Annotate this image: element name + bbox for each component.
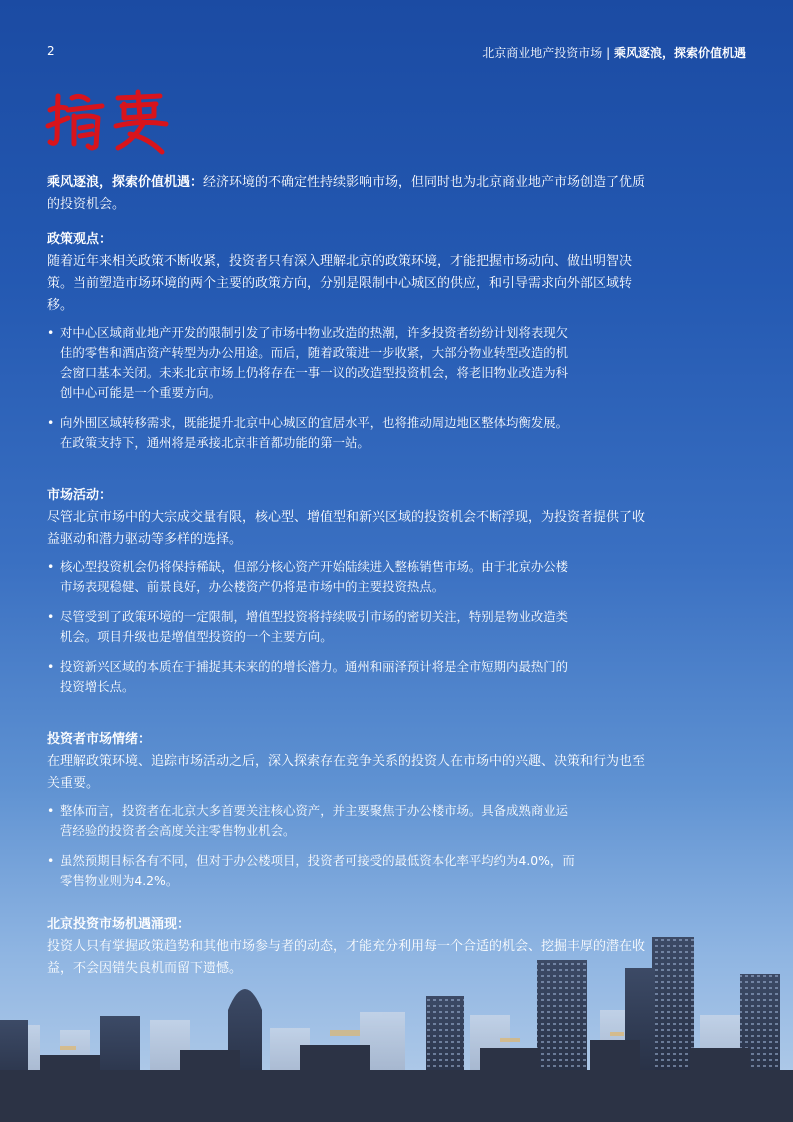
- list-item: • 核心型投资机会仍将保持稀缺，但部分核心资产开始陆续进入整栋销售市场。由于北京办公楼市场表现稳健、前景良好，办公楼资产仍将是市场中的主要投资热点。: [47, 557, 577, 597]
- intro-text: 经济环境的不确定性持续影响市场，但同时也为北京商业地产市场创造了优质的投资机会。: [47, 175, 646, 212]
- policy-paragraph: 随着近年来相关政策不断收紧，投资者只有深入理解北京的政策环境，才能把握市场动向、做出明智决策。当前塑造市场环境的两个主要的政策方向，分别是限制中心城区的供应，和引导需求向外部区域转移。: [47, 254, 633, 313]
- list-item: • 向外围区域转移需求，既能提升北京中心城区的宜居水平，也将推动周边地区整体均衡发展。在政策支持下，通州将是承接北京非首都功能的第一站。: [47, 413, 577, 453]
- market-paragraph: 尽管北京市场中的大宗成交量有限，核心型、增值型和新兴区域的投资机会不断浮现，为投资者提供了收益驱动和潜力驱动等多样的选择。: [47, 510, 646, 547]
- opportunity-paragraph: 投资人只有掌握政策趋势和其他市场参与者的动态，才能充分利用每一个合适的机会、挖掘丰厚的潜在收益，不会因错失良机而留下遗憾。: [47, 939, 646, 976]
- abstract-title-calligraphy-logo: [44, 88, 174, 158]
- list-item: • 对中心区域商业地产开发的限制引发了市场中物业改造的热潮，许多投资者纷纷计划将表现欠佳的零售和酒店资产转型为办公用途。而后，随着政策进一步收紧，大部分物业转型改造的机会窗口基本关闭。未来北京市场上仍将存在一事一议的改造型投资机会，将老旧物业改造为科创中心可能是一个重要方向。: [47, 323, 577, 403]
- policy-bullet-list: [47, 323, 577, 453]
- running-header-subtitle: 乘风逐浪，探索价值机遇: [613, 46, 746, 60]
- market-bullet-list: [47, 557, 577, 697]
- sentiment-heading: 投资者市场情绪：: [47, 732, 152, 747]
- list-item: • 整体而言，投资者在北京大多首要关注核心资产，并主要聚焦于办公楼市场。具备成熟商业运营经验的投资者会高度关注零售物业机会。: [47, 801, 577, 841]
- sentiment-bullet-list: [47, 801, 577, 891]
- page-number: 2: [47, 44, 55, 58]
- list-item: • 尽管受到了政策环境的一定限制，增值型投资将持续吸引市场的密切关注，特别是物业改造类机会。项目升级也是增值型投资的一个主要方向。: [47, 607, 577, 647]
- city-skyline-image: [0, 920, 793, 1122]
- opportunity-heading: 北京投资市场机遇涌现：: [47, 917, 191, 932]
- intro-paragraph: [47, 172, 652, 216]
- intro-bold-lead: 乘风逐浪，探索价值机遇：: [47, 175, 204, 190]
- policy-heading: 政策观点：: [47, 232, 113, 247]
- running-header-title: 北京商业地产投资市场 |: [482, 46, 614, 60]
- summary-content: [47, 172, 652, 980]
- sentiment-paragraph: 在理解政策环境、追踪市场活动之后，深入探索存在竞争关系的投资人在市场中的兴趣、决策和行为也至关重要。: [47, 754, 646, 791]
- list-item: • 虽然预期目标各有不同，但对于办公楼项目，投资者可接受的最低资本化率平均约为4.0%，而零售物业则为4.2%。: [47, 851, 577, 891]
- list-item: • 投资新兴区域的本质在于捕捉其未来的的增长潜力。通州和丽泽预计将是全市短期内最热门的投资增长点。: [47, 657, 577, 697]
- market-heading: 市场活动：: [47, 488, 113, 503]
- running-header: [482, 44, 746, 61]
